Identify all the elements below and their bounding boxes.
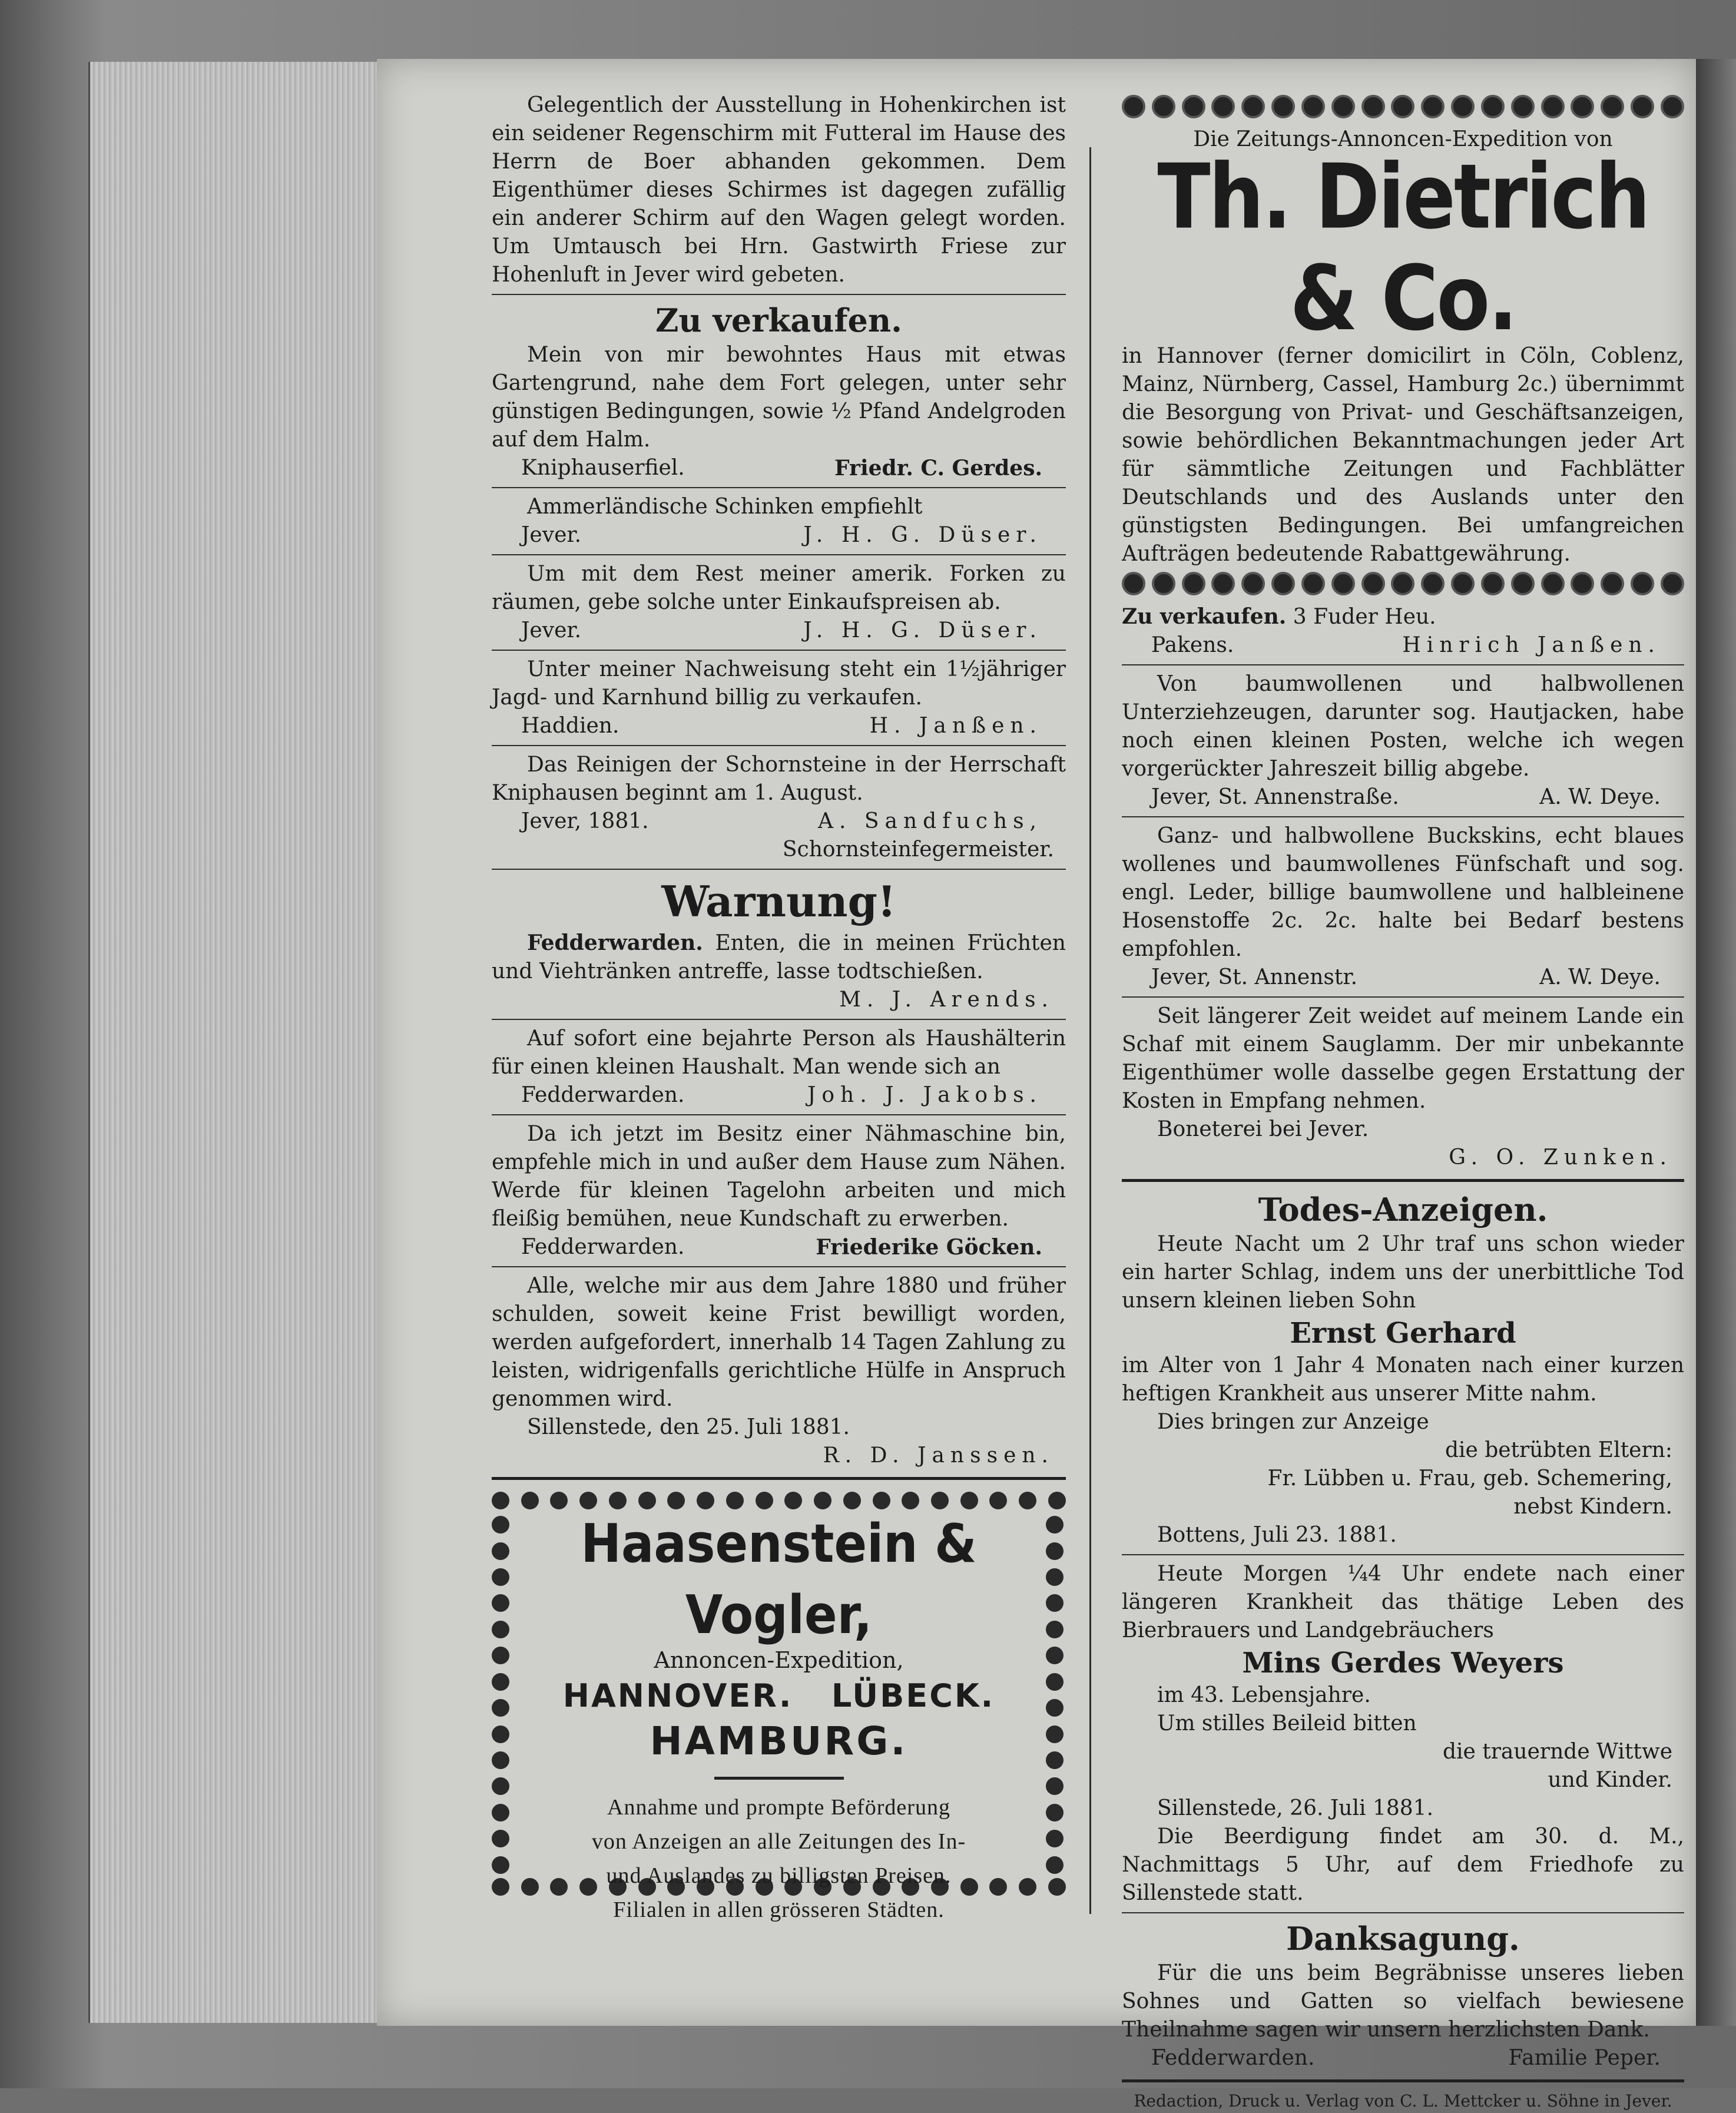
ornament-border (1046, 1512, 1066, 1878)
warning-signer: M. J. Arends. (839, 988, 1054, 1012)
chimney-text: Das Reinigen der Schornsteine in der Herrschaft Kniphausen beginnt am 1. August. (492, 753, 1066, 805)
underwear-place: Jever, St. Annenstraße. (1151, 785, 1399, 809)
ham-text: Ammerländische Schinken empfiehlt (527, 495, 923, 519)
underwear-text: Von baumwollenen und halbwollenen Unterziehzeugen, darunter sog. Hautjacken, habe noch einen kleinen Posten, welche ich wegen vorgerückter Jahreszeit billig abgebe. (1122, 672, 1684, 781)
divider (492, 554, 1066, 555)
sale-heading: Zu verkaufen. (655, 302, 902, 339)
sewing-signer: Friederike Göcken. (816, 1235, 1042, 1260)
deaths-text-7: Heute Morgen ¼4 Uhr endete nach einer längeren Krankheit das thätige Leben des Bierbrauers und Landgebräuchers (1122, 1562, 1684, 1642)
left-column (492, 91, 1066, 1922)
divider (1122, 664, 1684, 665)
deaths-text-5: Fr. Lübben u. Frau, geb. Schemering, (1267, 1466, 1672, 1491)
death-notices (1122, 1189, 1684, 1907)
sheep-text: Seit längerer Zeit weidet auf meinem Lande ein Schaf mit einem Sauglamm. Der mir unbekannte Eigenthümer wolle dasselbe gegen Erstattung der Kosten in Empfang nehmen. (1122, 1004, 1684, 1113)
thanks-heading: Danksagung. (1286, 1920, 1520, 1958)
divider (492, 745, 1066, 746)
debts-text: Alle, welche mir aus dem Jahre 1880 und früher schulden, soweit keine Frist bewilligt worden, werden aufgefordert, innerhalb 14 Tagen Zahlung zu leisten, widrigenfalls gerichtliche Hülfe in Anspruch genommen wird. (492, 1274, 1066, 1411)
hv-line-1: Annahme und prompte Beförderung (607, 1795, 950, 1820)
buckskins-notice (1122, 822, 1684, 992)
forks-signature (492, 617, 1066, 645)
dietrich-ad (1122, 95, 1684, 599)
underwear-signature (1122, 783, 1684, 812)
hv-line-4: Filialen in allen grösseren Städten. (613, 1897, 945, 1922)
divider (492, 1019, 1066, 1020)
underwear-signer: A. W. Deye. (1539, 785, 1661, 809)
sale-notice (492, 300, 1066, 482)
deaths-text-8: im 43. Lebensjahre. (1157, 1683, 1371, 1707)
sheep-signer: G. O. Zunken. (1449, 1145, 1672, 1170)
divider (492, 294, 1066, 295)
deaths-text-1: Heute Nacht um 2 Uhr traf uns schon wieder ein harter Schlag, indem uns der unerbittliche Tod unsern kleinen lieben Sohn (1122, 1232, 1684, 1313)
hv-rule (714, 1777, 844, 1780)
sewing-notice (492, 1120, 1066, 1261)
buckskins-place: Jever, St. Annenstr. (1151, 965, 1358, 989)
chimney-notice (492, 751, 1066, 864)
hv-city-hannover: HANNOVER. (562, 1677, 793, 1714)
deaths-text-12: Die Beerdigung findet am 30. d. M., Nachmittags 5 Uhr, auf dem Friedhofe zu Sillenstede statt. (1122, 1824, 1684, 1905)
divider (1122, 1179, 1684, 1182)
housekeeper-text: Auf sofort eine bejahrte Person als Haushälterin für einen kleinen Haushalt. Man wende sich an (492, 1026, 1066, 1079)
divider (1122, 996, 1684, 998)
deaths-text-6: nebst Kindern. (1513, 1495, 1672, 1519)
dietrich-title: Th. Dietrich & Co. (1157, 145, 1649, 351)
dog-notice (492, 655, 1066, 740)
deaths-text-2: im Alter von 1 Jahr 4 Monaten nach einer kurzen heftigen Krankheit aus unserer Mitte nahm. (1122, 1353, 1684, 1406)
forks-place: Jever. (521, 618, 582, 642)
chimney-signer: A. Sandfuchs, (817, 809, 1042, 833)
underwear-notice (1122, 670, 1684, 812)
sale-text: Mein von mir bewohntes Haus mit etwas Gartengrund, nahe dem Fort gelegen, unter sehr günstigen Bedingungen, sowie ½ Pfand Andelgroden auf dem Halm. (492, 343, 1066, 452)
dietrich-sub: Die Zeitungs-Annoncen-Expedition von (1193, 127, 1613, 151)
dog-signature (492, 712, 1066, 740)
deaths-text-3: Dies bringen zur Anzeige (1157, 1410, 1429, 1434)
divider (1122, 1554, 1684, 1555)
hv-line-2: von Anzeigen an alle Zeitungen des In- (591, 1829, 966, 1854)
sheep-place: Boneterei bei Jever. (1157, 1117, 1369, 1141)
sheep-notice (1122, 1002, 1684, 1172)
housekeeper-signer: Joh. J. Jakobs. (807, 1083, 1042, 1107)
deaths-date-2: Sillenstede, 26. Juli 1881. (1157, 1796, 1434, 1820)
thanks-place: Fedderwarden. (1151, 2046, 1315, 2070)
book-page-edges (88, 62, 390, 2023)
divider (1122, 1912, 1684, 1913)
hv-cities (521, 1675, 1036, 1717)
ornament-row (1122, 95, 1684, 122)
sewing-place: Fedderwarden. (521, 1235, 685, 1259)
housekeeper-notice (492, 1025, 1066, 1110)
divider (492, 487, 1066, 488)
deaths-text-9: Um stilles Beileid bitten (1157, 1711, 1417, 1736)
sewing-signature (492, 1233, 1066, 1261)
deaths-heading: Todes-Anzeigen. (1258, 1191, 1548, 1228)
hv-line-3: und Auslandes zu billigsten Preisen. (606, 1863, 952, 1888)
ham-signature (492, 521, 1066, 549)
warning-text: Enten, die in meinen Früchten und Viehtränken antreffe, lasse todtschießen. (492, 931, 1066, 983)
deaths-text-4: die betrübten Eltern: (1445, 1438, 1672, 1462)
binding-shadow (1696, 59, 1736, 2026)
hay-place: Pakens. (1151, 633, 1234, 657)
divider (492, 1477, 1066, 1480)
hay-text: 3 Fuder Heu. (1293, 605, 1436, 629)
deaths-text-11: und Kinder. (1548, 1768, 1672, 1792)
hay-signer: Hinrich Janßen. (1402, 633, 1661, 657)
chimney-signature (492, 807, 1066, 836)
hay-signature (1122, 631, 1684, 660)
warning-lead: Fedderwarden. (527, 930, 703, 955)
umbrella-notice (492, 91, 1066, 289)
thanks-signer: Familie Peper. (1508, 2046, 1661, 2070)
debts-notice (492, 1272, 1066, 1470)
ham-place: Jever. (521, 523, 582, 547)
housekeeper-signature (492, 1081, 1066, 1110)
ornament-row (1122, 572, 1684, 599)
deaths-text-10: die trauernde Wittwe (1442, 1740, 1672, 1764)
divider (1122, 816, 1684, 817)
divider (492, 650, 1066, 651)
warning-heading: Warnung! (661, 876, 896, 926)
forks-signer: J. H. G. Düser. (803, 618, 1042, 642)
ornament-border (492, 1512, 512, 1878)
thanks-text: Für die uns beim Begräbnisse unseres lieben Sohnes und Gatten so vielfach bewiesene Theilnahme sagen wir unsern herzlichsten Dank. (1122, 1961, 1684, 2042)
hay-lead: Zu verkaufen. (1122, 604, 1287, 629)
sale-place: Kniphauserfiel. (521, 456, 685, 480)
sewing-text: Da ich jetzt im Besitz einer Nähmaschine bin, empfehle mich in und außer dem Hause zum Nähen. Werde für kleinen Tagelohn arbeiten und mich fleißig bemühen, neue Kundschaft zu erwerben. (492, 1122, 1066, 1231)
hv-city-luebeck: LÜBECK. (831, 1677, 995, 1714)
buckskins-signer: A. W. Deye. (1539, 965, 1661, 989)
forks-notice (492, 560, 1066, 645)
hv-city-hamburg: HAMBURG. (650, 1718, 908, 1764)
housekeeper-place: Fedderwarden. (521, 1083, 685, 1107)
hay-notice (1122, 602, 1684, 660)
right-column (1122, 91, 1684, 2113)
sale-signer: Friedr. C. Gerdes. (834, 456, 1042, 481)
sale-signature (492, 454, 1066, 482)
thanks-notice (1122, 1918, 1684, 2072)
ham-notice (492, 493, 1066, 549)
deaths-name-2: Mins Gerdes Weyers (1242, 1647, 1564, 1680)
haasenstein-vogler-content (521, 1513, 1036, 1922)
haasenstein-vogler-ad (492, 1492, 1066, 1922)
forks-text: Um mit dem Rest meiner amerik. Forken zu räumen, gebe solche unter Einkaufspreisen ab. (492, 562, 1066, 614)
buckskins-signature (1122, 963, 1684, 992)
buckskins-text: Ganz- und halbwollene Buckskins, echt blaues wollenes und baumwollenes Fünfschaft und sog. engl. Leder, billige baumwollene und halbleinene Hosenstoffe 2c. 2c. halte bei Bedarf bestens empfohlen. (1122, 824, 1684, 961)
ham-signer: J. H. G. Düser. (803, 523, 1042, 547)
dog-place: Haddien. (521, 714, 619, 738)
dog-text: Unter meiner Nachweisung steht ein 1½jähriger Jagd- und Karnhund billig zu verkaufen. (492, 657, 1066, 710)
warning-notice (492, 875, 1066, 1014)
debts-dateline: Sillenstede, den 25. Juli 1881. (527, 1415, 850, 1439)
dietrich-text: in Hannover (ferner domicilirt in Cöln, Coblenz, Mainz, Nürnberg, Cassel, Hamburg 2c.) übernimmt die Besorgung von Privat- und Geschäftsanzeigen, sowie behördlichen Bekanntmachungen jeder Art für sämmtliche Zeitungen und Fachblätter Deutschlands und des Auslands unter den günstigsten Bedingungen. Bei umfangreichen Aufträgen bedeutende Rabattgewährung. (1122, 344, 1684, 566)
dog-signer: H. Janßen. (869, 714, 1042, 738)
divider (492, 1114, 1066, 1115)
umbrella-text: Gelegentlich der Ausstellung in Hohenkirchen ist ein seidener Regenschirm mit Futteral im Hause des Herrn de Boer abhanden gekommen. Dem Eigenthümer dieses Schirmes ist dagegen zufällig ein anderer Schirm auf den Wagen gelegt worden. Um Umtausch bei Hrn. Gastwirth Friese zur Hohenluft in Jever wird gebeten. (492, 93, 1066, 287)
debts-signer: R. D. Janssen. (823, 1443, 1054, 1468)
hv-sub: Annoncen-Expedition, (654, 1647, 904, 1673)
deaths-date-1: Bottens, Juli 23. 1881. (1157, 1523, 1397, 1547)
divider (1122, 2079, 1684, 2082)
deaths-name-1: Ernst Gerhard (1290, 1317, 1516, 1350)
thanks-signature (1122, 2044, 1684, 2072)
divider (492, 1266, 1066, 1267)
imprint-footer: Redaction, Druck u. Verlag von C. L. Mettcker u. Söhne in Jever. (1134, 2091, 1672, 2111)
divider (492, 869, 1066, 870)
hv-title: Haasenstein & Vogler, (581, 1513, 977, 1647)
column-divider (1089, 147, 1091, 1914)
chimney-signer-title: Schornsteinfegermeister. (782, 837, 1054, 862)
chimney-place: Jever, 1881. (521, 809, 649, 833)
